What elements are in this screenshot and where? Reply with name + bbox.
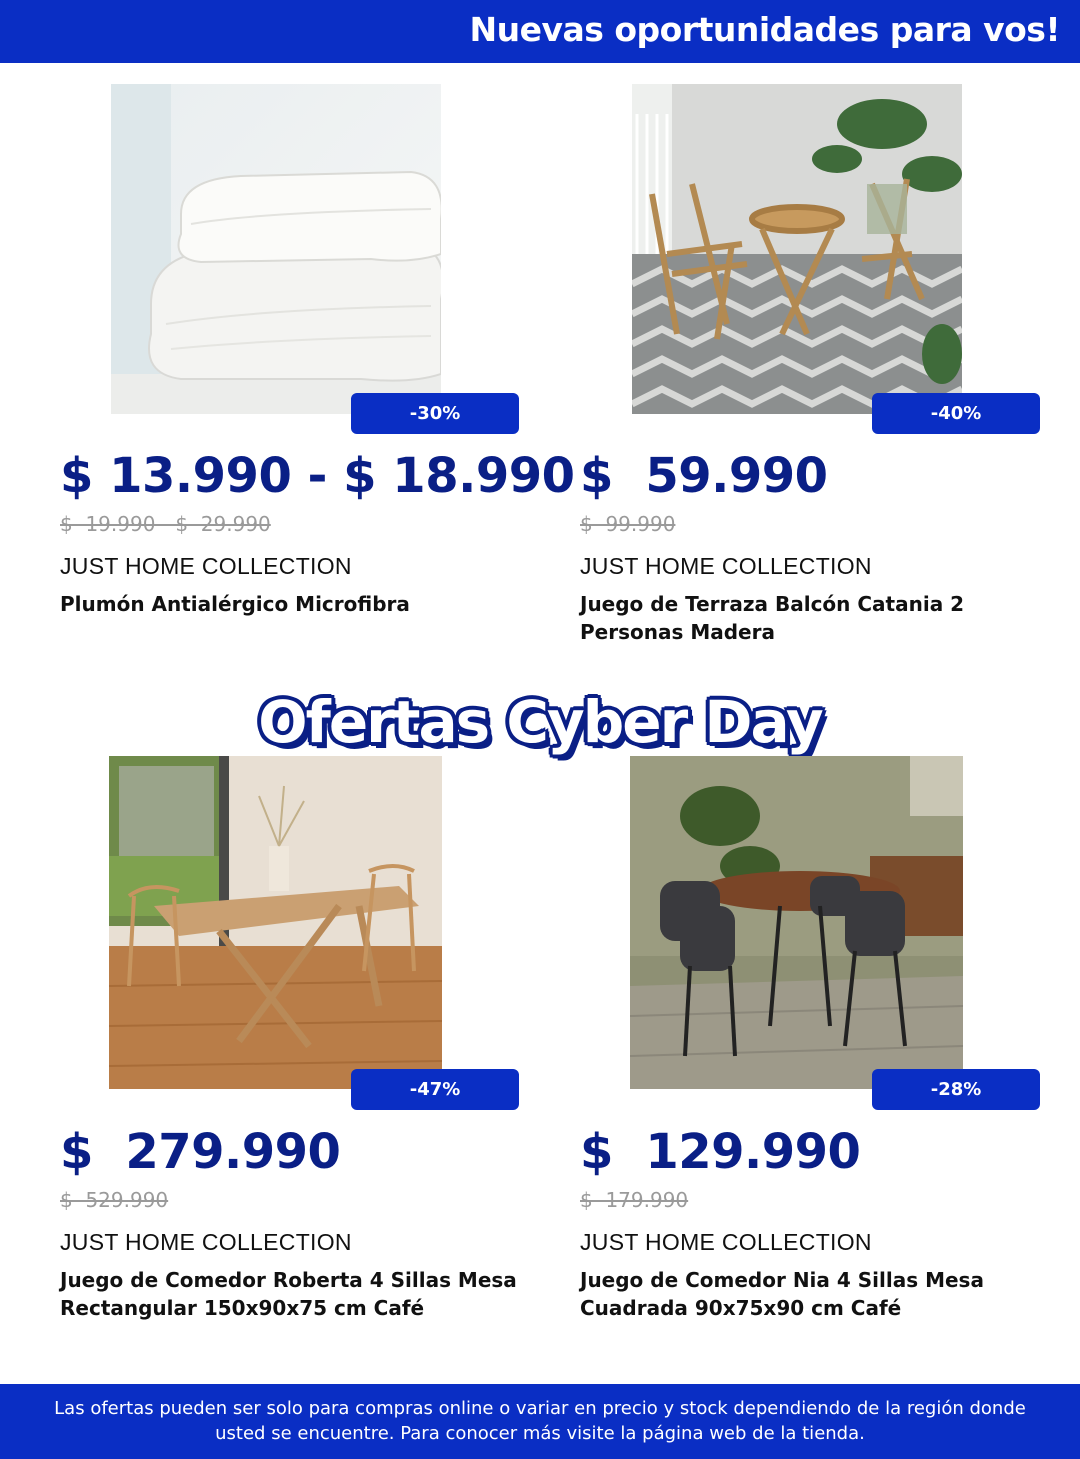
product-card-nia[interactable] (520, 740, 1040, 1340)
footer-bar (0, 1384, 1080, 1459)
header-title: Nuevas oportunidades para vos! (469, 10, 1060, 49)
product-card-terrace[interactable] (520, 63, 1040, 663)
discount-badge: -47% (351, 1069, 519, 1110)
product-card-roberta[interactable] (0, 740, 520, 1340)
terrace-set-image[interactable] (632, 84, 962, 414)
dining-set-roberta-image[interactable] (109, 756, 442, 1089)
discount-badge: -28% (872, 1069, 1040, 1110)
price: $ 59.990 (580, 448, 828, 504)
product-name[interactable]: Plumón Antialérgico Microfibra (60, 592, 410, 616)
old-price: $ 529.990 (60, 1188, 169, 1212)
brand: JUST HOME COLLECTION (60, 1229, 352, 1255)
promo-title: Ofertas Cyber Day (258, 688, 822, 756)
product-card-duvet[interactable] (0, 63, 575, 663)
discount-badge: -40% (872, 393, 1040, 434)
product-name[interactable]: Juego de Terraza Balcón Catania 2 Personas Madera (580, 592, 965, 644)
price: $ 13.990 - $ 18.990 (60, 448, 575, 504)
brand: JUST HOME COLLECTION (580, 1229, 872, 1255)
old-price: $ 19.990 - $ 29.990 (60, 512, 271, 536)
dining-set-nia-image[interactable] (630, 756, 963, 1089)
brand: JUST HOME COLLECTION (60, 553, 352, 579)
price: $ 279.990 (60, 1124, 341, 1180)
old-price: $ 179.990 (580, 1188, 689, 1212)
discount-badge: -30% (351, 393, 519, 434)
duvet-image[interactable] (111, 84, 441, 414)
brand: JUST HOME COLLECTION (580, 553, 872, 579)
price: $ 129.990 (580, 1124, 861, 1180)
header-bar (0, 0, 1080, 63)
product-name[interactable]: Juego de Comedor Roberta 4 Sillas Mesa Rectangular 150x90x75 cm Café (60, 1268, 517, 1320)
old-price: $ 99.990 (580, 512, 676, 536)
product-name[interactable]: Juego de Comedor Nia 4 Sillas Mesa Cuadrada 90x75x90 cm Café (580, 1268, 984, 1320)
footer-disclaimer: Las ofertas pueden ser solo para compras online o variar en precio y stock dependiendo de la región donde usted se encuentre. Para conocer más visite la página web de la tienda. (54, 1398, 1026, 1444)
